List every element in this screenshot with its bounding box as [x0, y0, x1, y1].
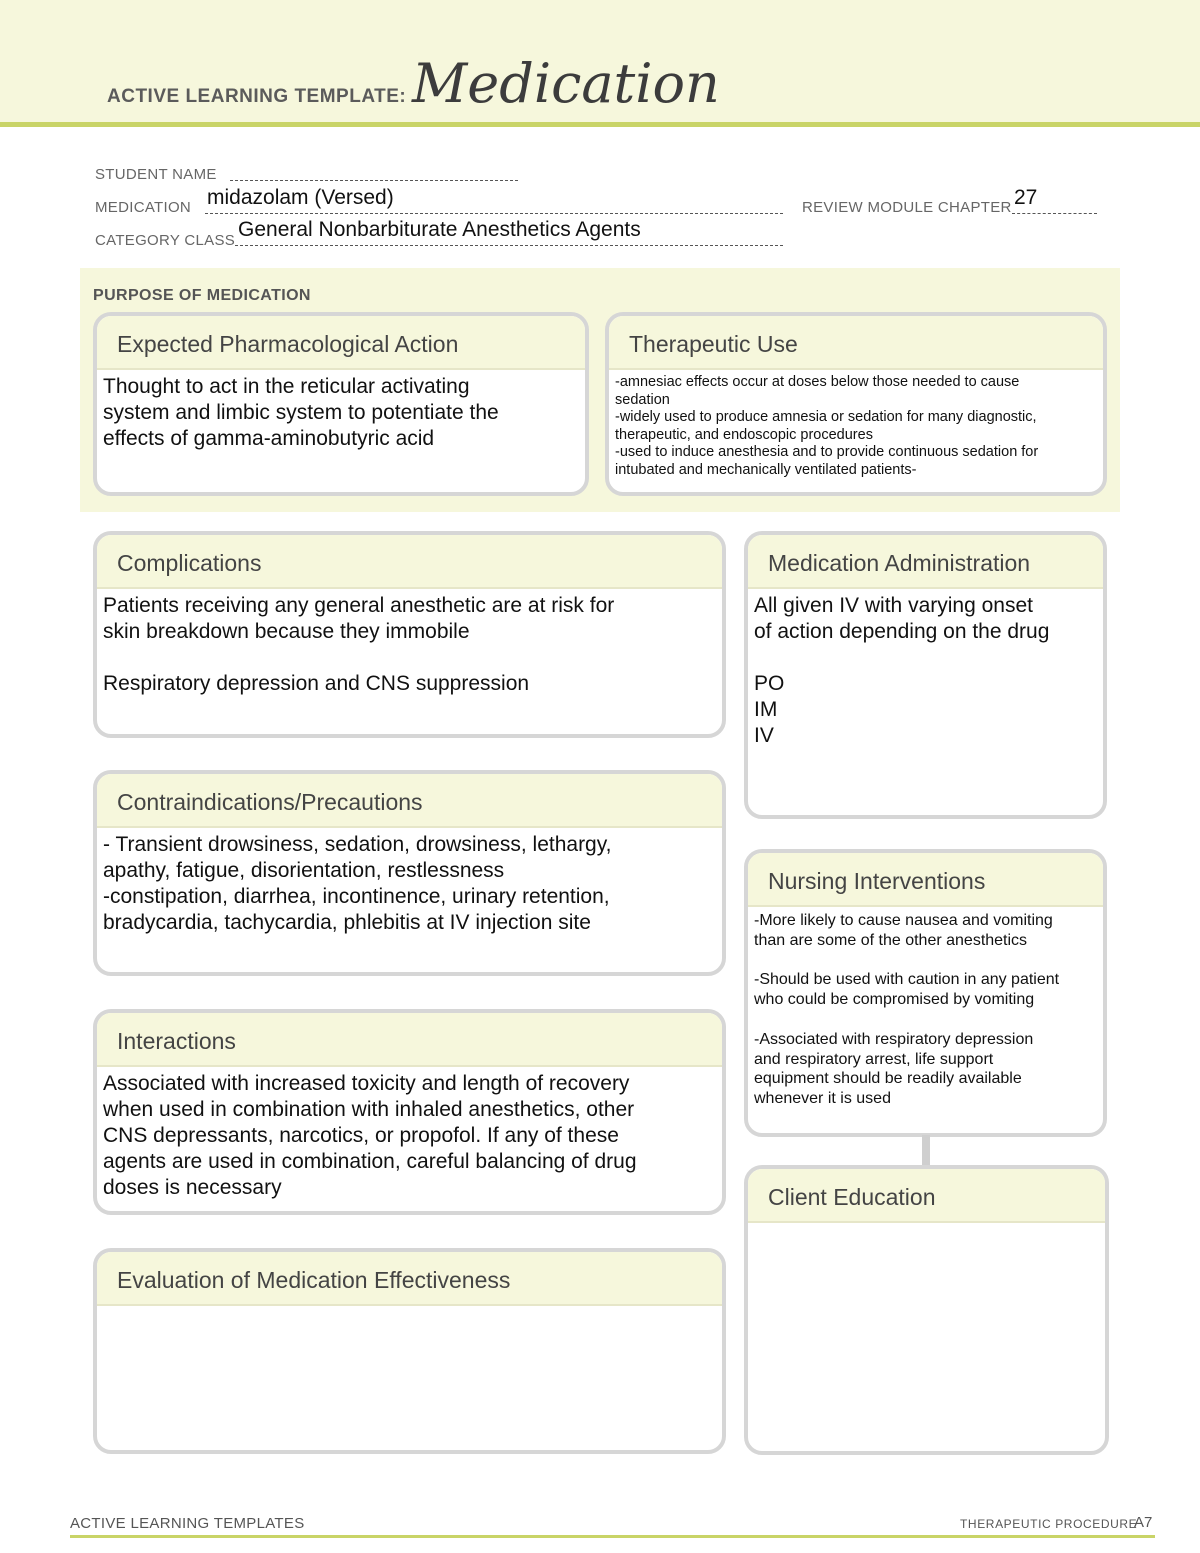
complications-heading: Complications [97, 535, 722, 589]
category-class-field[interactable]: General Nonbarbiturate Anesthetics Agents [238, 218, 641, 241]
medication-label: MEDICATION [95, 199, 192, 216]
contraindications-box [93, 770, 726, 976]
medication-administration-text[interactable]: All given IV with varying onset of action depending on the drug PO IM IV [754, 594, 1050, 747]
contraindications-text[interactable]: - Transient drowsiness, sedation, drowsiness, lethargy, apathy, fatigue, disorientation, restlessness -constipation, diarrhea, incontinence, urinary retention, bradycardia, tachycardia, phlebitis at IV injection site [103, 833, 612, 934]
box-connector [922, 1135, 930, 1165]
client-education-heading: Client Education [748, 1169, 1105, 1223]
medication-administration-box [744, 531, 1107, 819]
medication-administration-heading: Medication Administration [748, 535, 1103, 589]
footer-right: THERAPEUTIC PROCEDURE [960, 1517, 1138, 1531]
review-module-line [1012, 213, 1097, 214]
review-module-label: REVIEW MODULE CHAPTER [802, 199, 1012, 216]
nursing-interventions-box [744, 849, 1107, 1137]
expected-action-heading: Expected Pharmacological Action [97, 316, 585, 370]
nursing-interventions-heading: Nursing Interventions [748, 853, 1103, 907]
footer-left: ACTIVE LEARNING TEMPLATES [70, 1515, 305, 1532]
category-class-label: CATEGORY CLASS [95, 232, 236, 249]
complications-box [93, 531, 726, 738]
client-education-text[interactable] [748, 1223, 1105, 1231]
medication-field[interactable]: midazolam (Versed) [207, 186, 394, 209]
complications-text[interactable]: Patients receiving any general anesthetic are at risk for skin breakdown because they immobile Respiratory depression and CNS suppression [103, 594, 615, 695]
student-name-line [230, 180, 518, 181]
evaluation-text[interactable] [97, 1306, 722, 1314]
review-module-field[interactable]: 27 [1014, 186, 1038, 209]
medication-line [205, 213, 783, 214]
expected-action-text[interactable]: Thought to act in the reticular activating system and limbic system to potentiate the effects of gamma-aminobutyric acid [103, 375, 499, 450]
nursing-interventions-text[interactable]: -More likely to cause nausea and vomiting than are some of the other anesthetics -Should be used with caution in any patient who could be compromised by vomiting -Associated with respiratory depression and respiratory arrest, life support equipment should be readily available whenever it is used [754, 912, 1060, 1108]
purpose-title: PURPOSE OF MEDICATION [93, 287, 311, 304]
evaluation-heading: Evaluation of Medication Effectiveness [97, 1252, 722, 1306]
evaluation-box [93, 1248, 726, 1454]
therapeutic-use-box [605, 312, 1107, 496]
therapeutic-use-text[interactable]: -amnesiac effects occur at doses below those needed to cause sedation -widely used to produce amnesia or sedation for many diagnostic, therapeutic, and endoscopic procedures -used to induce anesthesia and to provide continuous sedation for intubated and mechanically ventilated patients- [615, 374, 1039, 478]
footer-line [70, 1535, 1155, 1538]
client-education-box [744, 1165, 1109, 1455]
category-class-line [235, 245, 783, 246]
page-title: Medication [412, 52, 720, 115]
interactions-heading: Interactions [97, 1013, 722, 1067]
template-label: ACTIVE LEARNING TEMPLATE: [107, 86, 407, 107]
therapeutic-use-heading: Therapeutic Use [609, 316, 1103, 370]
expected-action-box [93, 312, 589, 496]
page-number: A7 [1134, 1514, 1153, 1531]
contraindications-heading: Contraindications/Precautions [97, 774, 722, 828]
interactions-box [93, 1009, 726, 1215]
student-name-label: STUDENT NAME [95, 166, 217, 183]
interactions-text[interactable]: Associated with increased toxicity and length of recovery when used in combination with inhaled anesthetics, other CNS depressants, narcotics, or propofol. If any of these agents are used in combination, careful balancing of drug doses is necessary [103, 1072, 637, 1199]
